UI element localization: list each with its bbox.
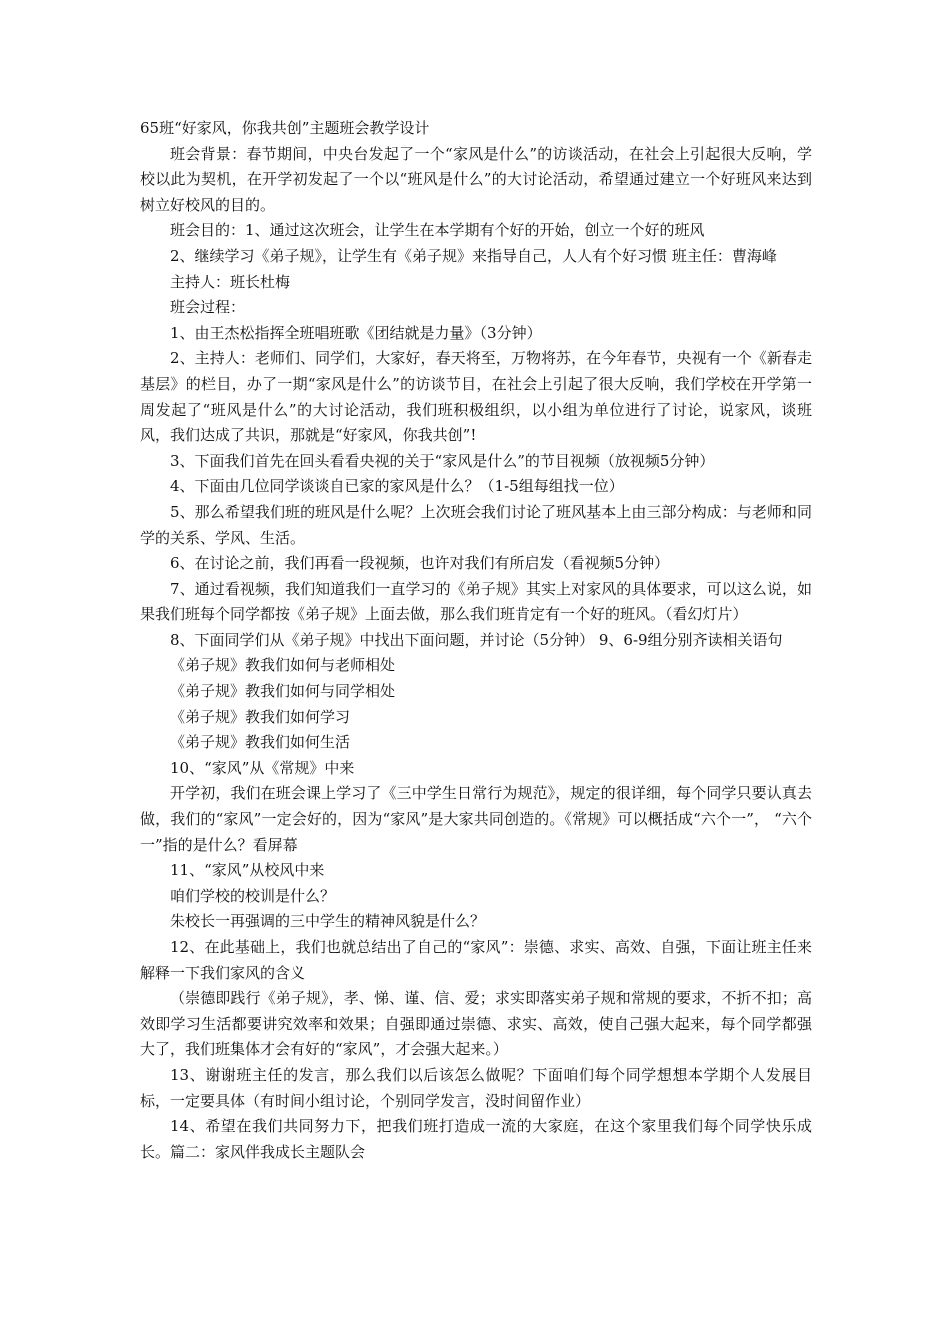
paragraph-rules: 开学初，我们在班会课上学习了《三中学生日常行为规范》，规定的很详细，每个同学只要认真去做，我们的“家风”一定会好的，因为“家风”是大家共同创造的。《常规》可以概括成“六个一”， “六个一”指的是什么？看屏幕 xyxy=(140,784,812,854)
list-item-life: 《弟子规》教我们如何生活 xyxy=(170,733,351,752)
paragraph-step-14: 14、希望在我们共同努力下，把我们班打造成一流的大家庭，在这个家里我们每个同学快乐成长。篇二：家风伴我成长主题队会 xyxy=(140,1117,812,1161)
document-title: 65班“好家风，你我共创”主题班会教学设计 xyxy=(140,119,430,137)
paragraph-host: 主持人：班长杜梅 xyxy=(170,272,291,291)
document-body xyxy=(140,116,812,1165)
paragraph-spirit: 朱校长一再强调的三中学生的精神风貌是什么？ xyxy=(170,912,486,931)
list-item-classmate: 《弟子规》教我们如何与同学相处 xyxy=(170,682,396,701)
paragraph-step-2: 2、主持人：老师们、同学们，大家好，春天将至，万物将苏，在今年春节，央视有一个《新春走基层》的栏目，办了一期“家风是什么”的访谈节目，在社会上引起了很大反响，我们学校在开学第一周发起了“班风是什么”的大讨论活动，我们班积极组织，以小组为单位进行了讨论，说家风，谈班风，我们达成了共识，那就是“好家风，你我共创”! xyxy=(140,349,812,445)
paragraph-process-heading: 班会过程： xyxy=(170,298,246,317)
list-item-study: 《弟子规》教我们如何学习 xyxy=(170,707,351,726)
paragraph-step-8: 8、下面同学们从《弟子规》中找出下面问题，并讨论（5分钟） 9、6-9组分别齐读相关语句 xyxy=(170,630,783,649)
paragraph-step-13: 13、谢谢班主任的发言，那么我们以后该怎么做呢？下面咱们每个同学想想本学期个人发展目标，一定要具体（有时间小组讨论，个别同学发言，没时间留作业） xyxy=(140,1065,812,1110)
paragraph-step-1: 1、由王杰松指挥全班唱班歌《团结就是力量》（3分钟） xyxy=(170,323,542,342)
paragraph-school-motto: 咱们学校的校训是什么？ xyxy=(170,886,336,905)
paragraph-background: 班会背景：春节期间，中央台发起了一个“家风是什么”的访谈活动，在社会上引起很大反响，学校以此为契机，在开学初发起了一个以“班风是什么”的大讨论活动，希望通过建立一个好班风来达到树立好校风的目的。 xyxy=(140,144,812,214)
list-item-teacher: 《弟子规》教我们如何与老师相处 xyxy=(170,656,396,675)
paragraph-step-4: 4、下面由几位同学谈谈自已家的家风是什么？（1-5组每组找一位） xyxy=(170,477,624,496)
paragraph-step-6: 6、在讨论之前，我们再看一段视频，也许对我们有所启发（看视频5分钟） xyxy=(170,554,670,573)
paragraph-step-12: 12、在此基础上，我们也就总结出了自己的“家风”：崇德、求实、高效、自强，下面让班主任来解释一下我们家风的含义 xyxy=(140,938,812,982)
paragraph-step-7: 7、通过看视频，我们知道我们一直学习的《弟子规》其实上对家风的具体要求，可以这么说，如果我们班每个同学都按《弟子规》上面去做，那么我们班肯定有一个好的班风。（看幻灯片） xyxy=(140,579,812,624)
paragraph-explanation: （崇德即践行《弟子规》，孝、悌、谨、信、爱；求实即落实弟子规和常规的要求，不折不扣；高效即学习生活都要讲究效率和效果；自强即通过崇德、求实、高效，使自己强大起来，每个同学都强大了，我们班集体才会有好的“家风”，才会强大起来。） xyxy=(140,989,812,1059)
paragraph-step-10: 10、“家风”从《常规》中来 xyxy=(170,758,355,777)
paragraph-step-3: 3、下面我们首先在回头看看央视的关于“家风是什么”的节目视频（放视频5分钟） xyxy=(170,451,715,470)
paragraph-purpose-1: 班会目的：1、通过这次班会，让学生在本学期有个好的开始，创立一个好的班风 xyxy=(170,221,705,240)
paragraph-step-11: 11、“家风”从校风中来 xyxy=(170,861,325,880)
paragraph-purpose-2: 2、继续学习《弟子规》，让学生有《弟子规》来指导自己，人人有个好习惯 班主任：曹海峰 xyxy=(170,246,777,265)
paragraph-step-5: 5、那么希望我们班的班风是什么呢？上次班会我们讨论了班风基本上由三部分构成：与老师和同学的关系、学风、生活。 xyxy=(140,502,812,547)
